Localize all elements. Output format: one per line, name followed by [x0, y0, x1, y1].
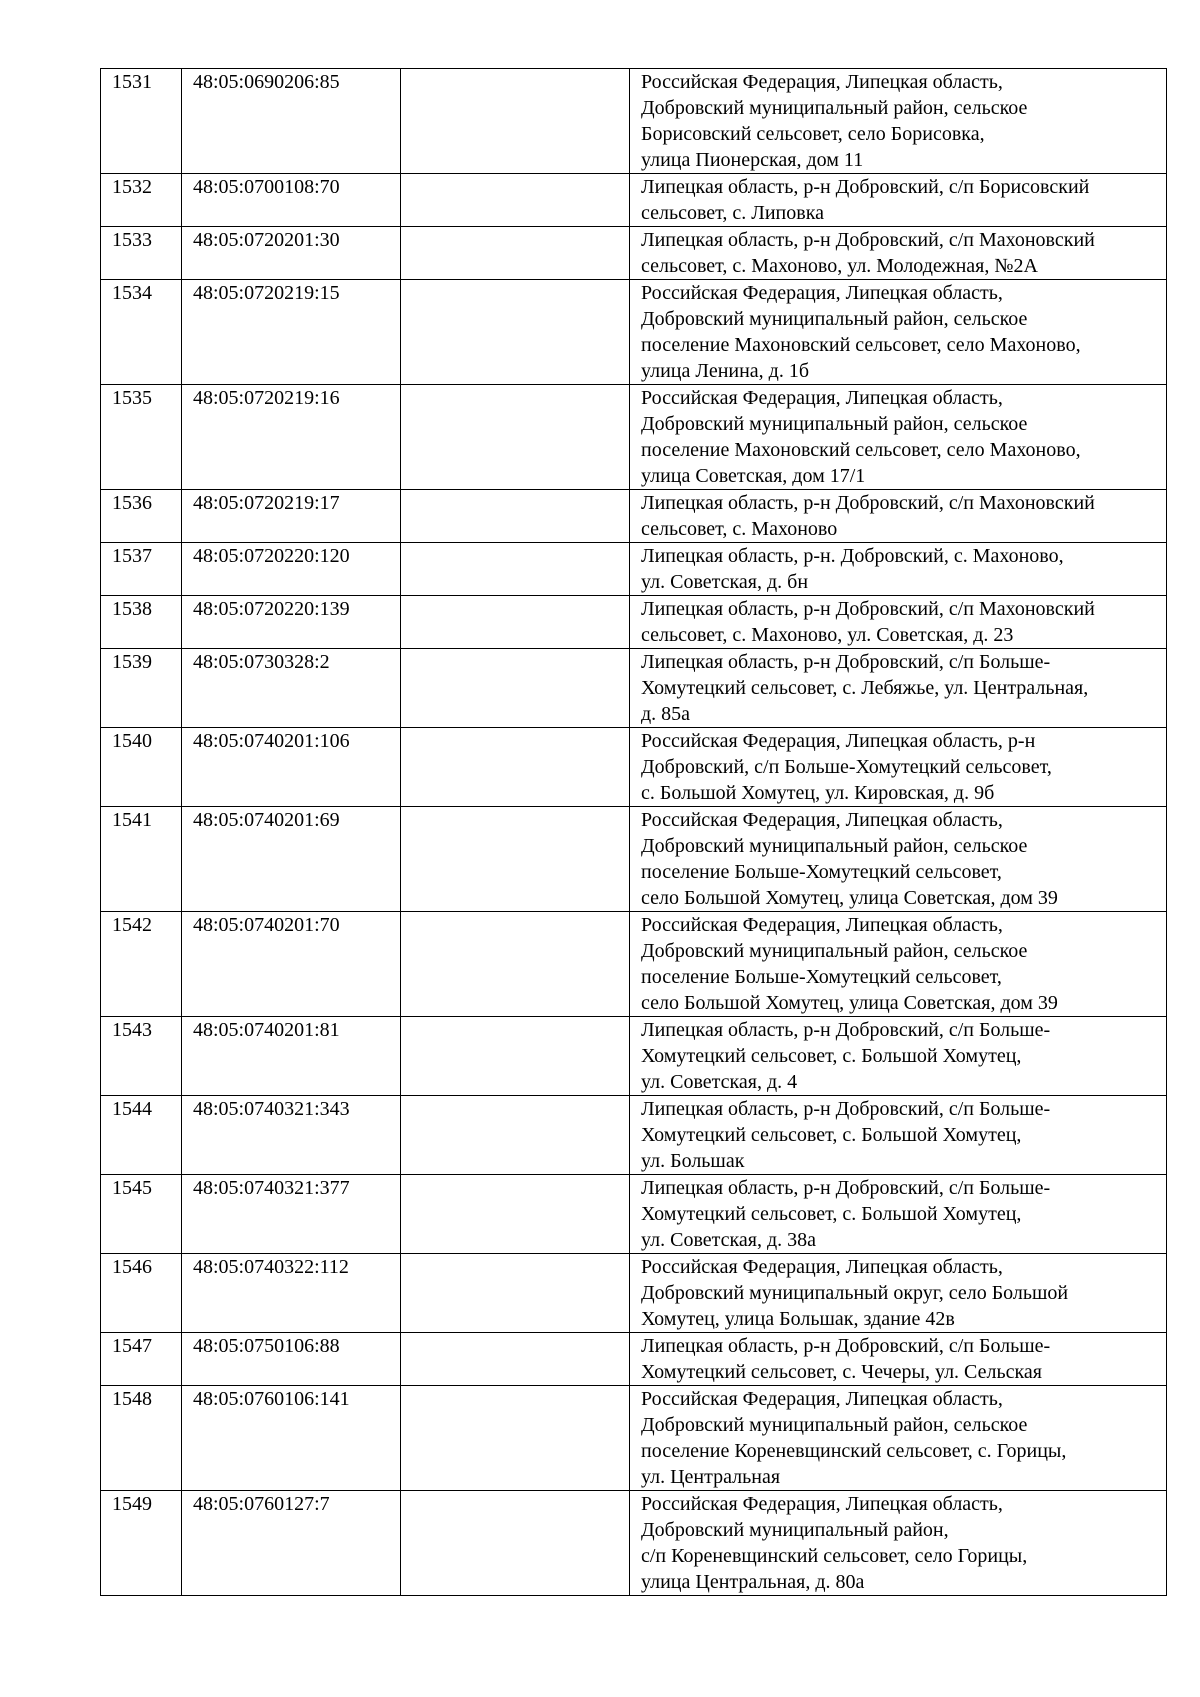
address-line: поселение Больше-Хомутецкий сельсовет,	[641, 861, 1002, 883]
address-line: село Большой Хомутец, улица Советская, дом 39	[641, 992, 1058, 1014]
registry-table-body	[101, 69, 1167, 1596]
address-line: Российская Федерация, Липецкая область,	[641, 387, 1003, 409]
address-line: Российская Федерация, Липецкая область,	[641, 809, 1003, 831]
address-line: Хомутецкий сельсовет, с. Лебяжье, ул. Центральная,	[641, 677, 1089, 699]
row-number-cell: 1538	[101, 596, 182, 649]
address-line: сельсовет, с. Махоново, ул. Молодежная, №2А	[641, 255, 1038, 277]
row-number-cell: 1537	[101, 543, 182, 596]
empty-cell	[401, 728, 630, 807]
address-line: поселение Махоновский сельсовет, село Махоново,	[641, 439, 1081, 461]
address-line: Добровский муниципальный район, сельское	[641, 1414, 1028, 1436]
cadastral-number-cell: 48:05:0740321:343	[182, 1096, 401, 1175]
address-cell	[630, 227, 1167, 280]
address-line: Добровский муниципальный район, сельское	[641, 97, 1028, 119]
address-line: Хомутецкий сельсовет, с. Большой Хомутец,	[641, 1203, 1022, 1225]
address-line: сельсовет, с. Махоново	[641, 518, 838, 540]
address-cell	[630, 490, 1167, 543]
address-line: Добровский муниципальный район, сельское	[641, 308, 1028, 330]
table-row	[101, 385, 1167, 490]
cadastral-number-cell: 48:05:0740322:112	[182, 1254, 401, 1333]
row-number-cell: 1534	[101, 280, 182, 385]
address-cell	[630, 807, 1167, 912]
address-line: Добровский муниципальный округ, село Большой	[641, 1282, 1069, 1304]
address-line: Липецкая область, р-н Добровский, с/п Борисовский	[641, 176, 1090, 198]
cadastral-number-cell: 48:05:0740321:377	[182, 1175, 401, 1254]
address-line: поселение Махоновский сельсовет, село Махоново,	[641, 334, 1081, 356]
cadastral-number-cell: 48:05:0730328:2	[182, 649, 401, 728]
address-cell	[630, 649, 1167, 728]
address-cell	[630, 596, 1167, 649]
address-line: улица Центральная, д. 80а	[641, 1571, 865, 1593]
table-row	[101, 1254, 1167, 1333]
address-line: Липецкая область, р-н Добровский, с/п Махоновский	[641, 492, 1095, 514]
address-line: Российская Федерация, Липецкая область,	[641, 282, 1003, 304]
cadastral-number-cell: 48:05:0750106:88	[182, 1333, 401, 1386]
address-line: Липецкая область, р-н. Добровский, с. Махоново,	[641, 545, 1064, 567]
address-line: Липецкая область, р-н Добровский, с/п Махоновский	[641, 229, 1095, 251]
row-number-cell: 1547	[101, 1333, 182, 1386]
address-line: Добровский муниципальный район, сельское	[641, 835, 1028, 857]
table-row	[101, 1333, 1167, 1386]
row-number-cell: 1532	[101, 174, 182, 227]
address-line: ул. Большак	[641, 1150, 745, 1172]
empty-cell	[401, 912, 630, 1017]
address-line: д. 85а	[641, 703, 691, 725]
empty-cell	[401, 543, 630, 596]
row-number-cell: 1549	[101, 1491, 182, 1596]
address-cell	[630, 280, 1167, 385]
address-cell	[630, 1491, 1167, 1596]
address-line: Хомутецкий сельсовет, с. Большой Хомутец,	[641, 1045, 1022, 1067]
address-cell	[630, 912, 1167, 1017]
address-line: Российская Федерация, Липецкая область,	[641, 1388, 1003, 1410]
empty-cell	[401, 227, 630, 280]
address-line: Добровский муниципальный район, сельское	[641, 940, 1028, 962]
address-cell	[630, 1017, 1167, 1096]
address-line: с/п Кореневщинский сельсовет, село Горицы,	[641, 1545, 1028, 1567]
address-line: Липецкая область, р-н Добровский, с/п Больше-	[641, 1098, 1051, 1120]
address-line: Борисовский сельсовет, село Борисовка,	[641, 123, 985, 145]
table-row	[101, 728, 1167, 807]
table-row	[101, 1017, 1167, 1096]
table-row	[101, 69, 1167, 174]
table-row	[101, 912, 1167, 1017]
address-line: Хомутецкий сельсовет, с. Большой Хомутец,	[641, 1124, 1022, 1146]
row-number-cell: 1541	[101, 807, 182, 912]
table-row	[101, 1386, 1167, 1491]
row-number-cell: 1535	[101, 385, 182, 490]
cadastral-number-cell: 48:05:0720220:139	[182, 596, 401, 649]
cadastral-number-cell: 48:05:0740201:106	[182, 728, 401, 807]
table-row	[101, 280, 1167, 385]
address-line: ул. Советская, д. 4	[641, 1071, 798, 1093]
address-cell	[630, 1096, 1167, 1175]
cadastral-number-cell: 48:05:0720201:30	[182, 227, 401, 280]
empty-cell	[401, 596, 630, 649]
address-line: Хомутецкий сельсовет, с. Чечеры, ул. Сельская	[641, 1361, 1042, 1383]
address-cell	[630, 1386, 1167, 1491]
property-registry-table	[100, 68, 1167, 1596]
address-cell	[630, 1254, 1167, 1333]
address-line: ул. Центральная	[641, 1466, 781, 1488]
address-line: ул. Советская, д. 38а	[641, 1229, 817, 1251]
row-number-cell: 1545	[101, 1175, 182, 1254]
address-cell	[630, 543, 1167, 596]
table-row	[101, 227, 1167, 280]
row-number-cell: 1548	[101, 1386, 182, 1491]
address-line: Российская Федерация, Липецкая область,	[641, 914, 1003, 936]
row-number-cell: 1544	[101, 1096, 182, 1175]
empty-cell	[401, 649, 630, 728]
empty-cell	[401, 174, 630, 227]
address-line: Добровский муниципальный район, сельское	[641, 413, 1028, 435]
row-number-cell: 1540	[101, 728, 182, 807]
cadastral-number-cell: 48:05:0740201:69	[182, 807, 401, 912]
address-cell	[630, 69, 1167, 174]
table-row	[101, 1491, 1167, 1596]
address-line: Липецкая область, р-н Добровский, с/п Больше-	[641, 1177, 1051, 1199]
address-cell	[630, 1175, 1167, 1254]
address-line: село Большой Хомутец, улица Советская, дом 39	[641, 887, 1058, 909]
address-line: Российская Федерация, Липецкая область,	[641, 1493, 1003, 1515]
row-number-cell: 1533	[101, 227, 182, 280]
address-line: Добровский, с/п Больше-Хомутецкий сельсовет,	[641, 756, 1052, 778]
empty-cell	[401, 280, 630, 385]
address-line: Липецкая область, р-н Добровский, с/п Больше-	[641, 1335, 1051, 1357]
table-row	[101, 1096, 1167, 1175]
address-line: поселение Кореневщинский сельсовет, с. Горицы,	[641, 1440, 1067, 1462]
address-line: Липецкая область, р-н Добровский, с/п Больше-	[641, 651, 1051, 673]
address-line: улица Советская, дом 17/1	[641, 465, 866, 487]
address-line: Российская Федерация, Липецкая область,	[641, 1256, 1003, 1278]
address-line: Российская Федерация, Липецкая область, р-н	[641, 730, 1036, 752]
address-cell	[630, 385, 1167, 490]
address-cell	[630, 728, 1167, 807]
table-row	[101, 1175, 1167, 1254]
empty-cell	[401, 1254, 630, 1333]
cadastral-number-cell: 48:05:0690206:85	[182, 69, 401, 174]
cadastral-number-cell: 48:05:0720219:16	[182, 385, 401, 490]
empty-cell	[401, 1017, 630, 1096]
address-cell	[630, 1333, 1167, 1386]
cadastral-number-cell: 48:05:0740201:70	[182, 912, 401, 1017]
empty-cell	[401, 1491, 630, 1596]
row-number-cell: 1542	[101, 912, 182, 1017]
address-line: улица Ленина, д. 1б	[641, 360, 810, 382]
empty-cell	[401, 807, 630, 912]
row-number-cell: 1546	[101, 1254, 182, 1333]
empty-cell	[401, 1096, 630, 1175]
table-row	[101, 490, 1167, 543]
table-row	[101, 543, 1167, 596]
cadastral-number-cell: 48:05:0760106:141	[182, 1386, 401, 1491]
address-line: Липецкая область, р-н Добровский, с/п Больше-	[641, 1019, 1051, 1041]
empty-cell	[401, 69, 630, 174]
cadastral-number-cell: 48:05:0720219:15	[182, 280, 401, 385]
address-line: Липецкая область, р-н Добровский, с/п Махоновский	[641, 598, 1095, 620]
empty-cell	[401, 1333, 630, 1386]
address-line: сельсовет, с. Липовка	[641, 202, 824, 224]
table-row	[101, 649, 1167, 728]
address-line: Российская Федерация, Липецкая область,	[641, 71, 1003, 93]
row-number-cell: 1531	[101, 69, 182, 174]
address-line: ул. Советская, д. бн	[641, 571, 809, 593]
cadastral-number-cell: 48:05:0720220:120	[182, 543, 401, 596]
empty-cell	[401, 490, 630, 543]
address-line: сельсовет, с. Махоново, ул. Советская, д. 23	[641, 624, 1014, 646]
address-cell	[630, 174, 1167, 227]
address-line: с. Большой Хомутец, ул. Кировская, д. 9б	[641, 782, 995, 804]
row-number-cell: 1539	[101, 649, 182, 728]
table-row	[101, 807, 1167, 912]
address-line: Добровский муниципальный район,	[641, 1519, 949, 1541]
address-line: поселение Больше-Хомутецкий сельсовет,	[641, 966, 1002, 988]
empty-cell	[401, 1386, 630, 1491]
row-number-cell: 1543	[101, 1017, 182, 1096]
cadastral-number-cell: 48:05:0700108:70	[182, 174, 401, 227]
cadastral-number-cell: 48:05:0740201:81	[182, 1017, 401, 1096]
row-number-cell: 1536	[101, 490, 182, 543]
empty-cell	[401, 385, 630, 490]
table-row	[101, 596, 1167, 649]
table-row	[101, 174, 1167, 227]
cadastral-number-cell: 48:05:0760127:7	[182, 1491, 401, 1596]
address-line: Хомутец, улица Большак, здание 42в	[641, 1308, 955, 1330]
empty-cell	[401, 1175, 630, 1254]
address-line: улица Пионерская, дом 11	[641, 149, 864, 171]
cadastral-number-cell: 48:05:0720219:17	[182, 490, 401, 543]
